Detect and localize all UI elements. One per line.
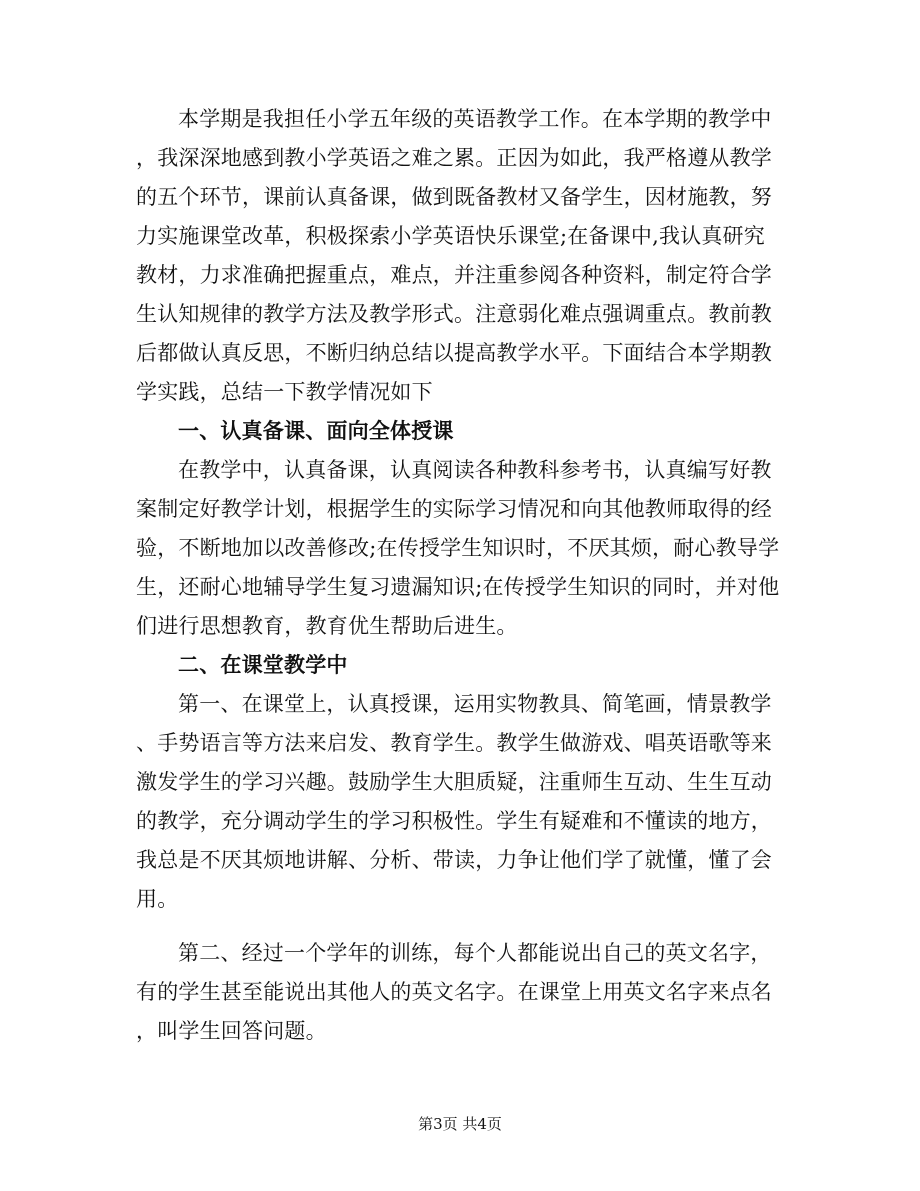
paragraph-line: 第一、在课堂上，认真授课，运用实物教具、简笔画，情景教学 bbox=[178, 692, 772, 716]
paragraph-line: 本学期是我担任小学五年级的英语教学工作。在本学期的教学中 bbox=[178, 107, 772, 131]
paragraph-line: 案制定好教学计划，根据学生的实际学习情况和向其他教师取得的经 bbox=[136, 497, 772, 521]
paragraph-line: 教材，力求准确把握重点，难点，并注重参阅各种资料，制定符合学 bbox=[136, 263, 772, 287]
paragraph-line: 们进行思想教育，教育优生帮助后进生。 bbox=[136, 614, 518, 638]
paragraph-line: 的教学，充分调动学生的学习积极性。学生有疑难和不懂读的地方， bbox=[136, 809, 772, 833]
paragraph-line: 后都做认真反思，不断归纳总结以提高教学水平。下面结合本学期教 bbox=[136, 341, 772, 365]
paragraph-line: ，叫学生回答问题。 bbox=[136, 1019, 327, 1043]
paragraph-line: 的五个环节，课前认真备课，做到既备教材又备学生，因材施教，努 bbox=[136, 185, 772, 209]
paragraph-line: ，我深深地感到教小学英语之难之累。正因为如此，我严格遵从教学 bbox=[136, 146, 772, 170]
paragraph-line: 生认知规律的教学方法及教学形式。注意弱化难点强调重点。教前教 bbox=[136, 302, 772, 326]
paragraph-line: 、手势语言等方法来启发、教育学生。教学生做游戏、唱英语歌等来 bbox=[136, 731, 772, 755]
paragraph-line: 激发学生的学习兴趣。鼓励学生大胆质疑，注重师生互动、生生互动 bbox=[136, 770, 772, 794]
section-heading-1: 一、认真备课、面向全体授课 bbox=[178, 419, 454, 443]
paragraph-line: 验，不断地加以改善修改;在传授学生知识时，不厌其烦，耐心教导学 bbox=[136, 536, 780, 560]
paragraph-line: 学实践，总结一下教学情况如下 bbox=[136, 380, 433, 404]
paragraph-line: 我总是不厌其烦地讲解、分析、带读，力争让他们学了就懂，懂了会 bbox=[136, 848, 772, 872]
document-body bbox=[136, 100, 786, 1051]
paragraph-line: 用。 bbox=[136, 887, 179, 911]
page-number-footer: 第3页 共4页 bbox=[418, 1115, 502, 1133]
paragraph-line: 生，还耐心地辅导学生复习遗漏知识;在传授学生知识的同时，并对他 bbox=[136, 575, 780, 599]
section-heading-2: 二、在课堂教学中 bbox=[178, 653, 348, 677]
paragraph-line: 第二、经过一个学年的训练，每个人都能说出自己的英文名字， bbox=[178, 941, 772, 965]
paragraph-line: 在教学中，认真备课，认真阅读各种教科参考书，认真编写好教 bbox=[178, 458, 772, 482]
section2b-paragraph bbox=[136, 934, 786, 1051]
intro-paragraph bbox=[136, 100, 786, 412]
paragraph-gap bbox=[136, 919, 786, 934]
section2a-paragraph bbox=[136, 685, 786, 919]
paragraph-line: 有的学生甚至能说出其他人的英文名字。在课堂上用英文名字来点名 bbox=[136, 980, 772, 1004]
paragraph-line: 力实施课堂改革，积极探索小学英语快乐课堂;在备课中,我认真研究 bbox=[136, 224, 765, 248]
section1-paragraph bbox=[136, 451, 786, 646]
